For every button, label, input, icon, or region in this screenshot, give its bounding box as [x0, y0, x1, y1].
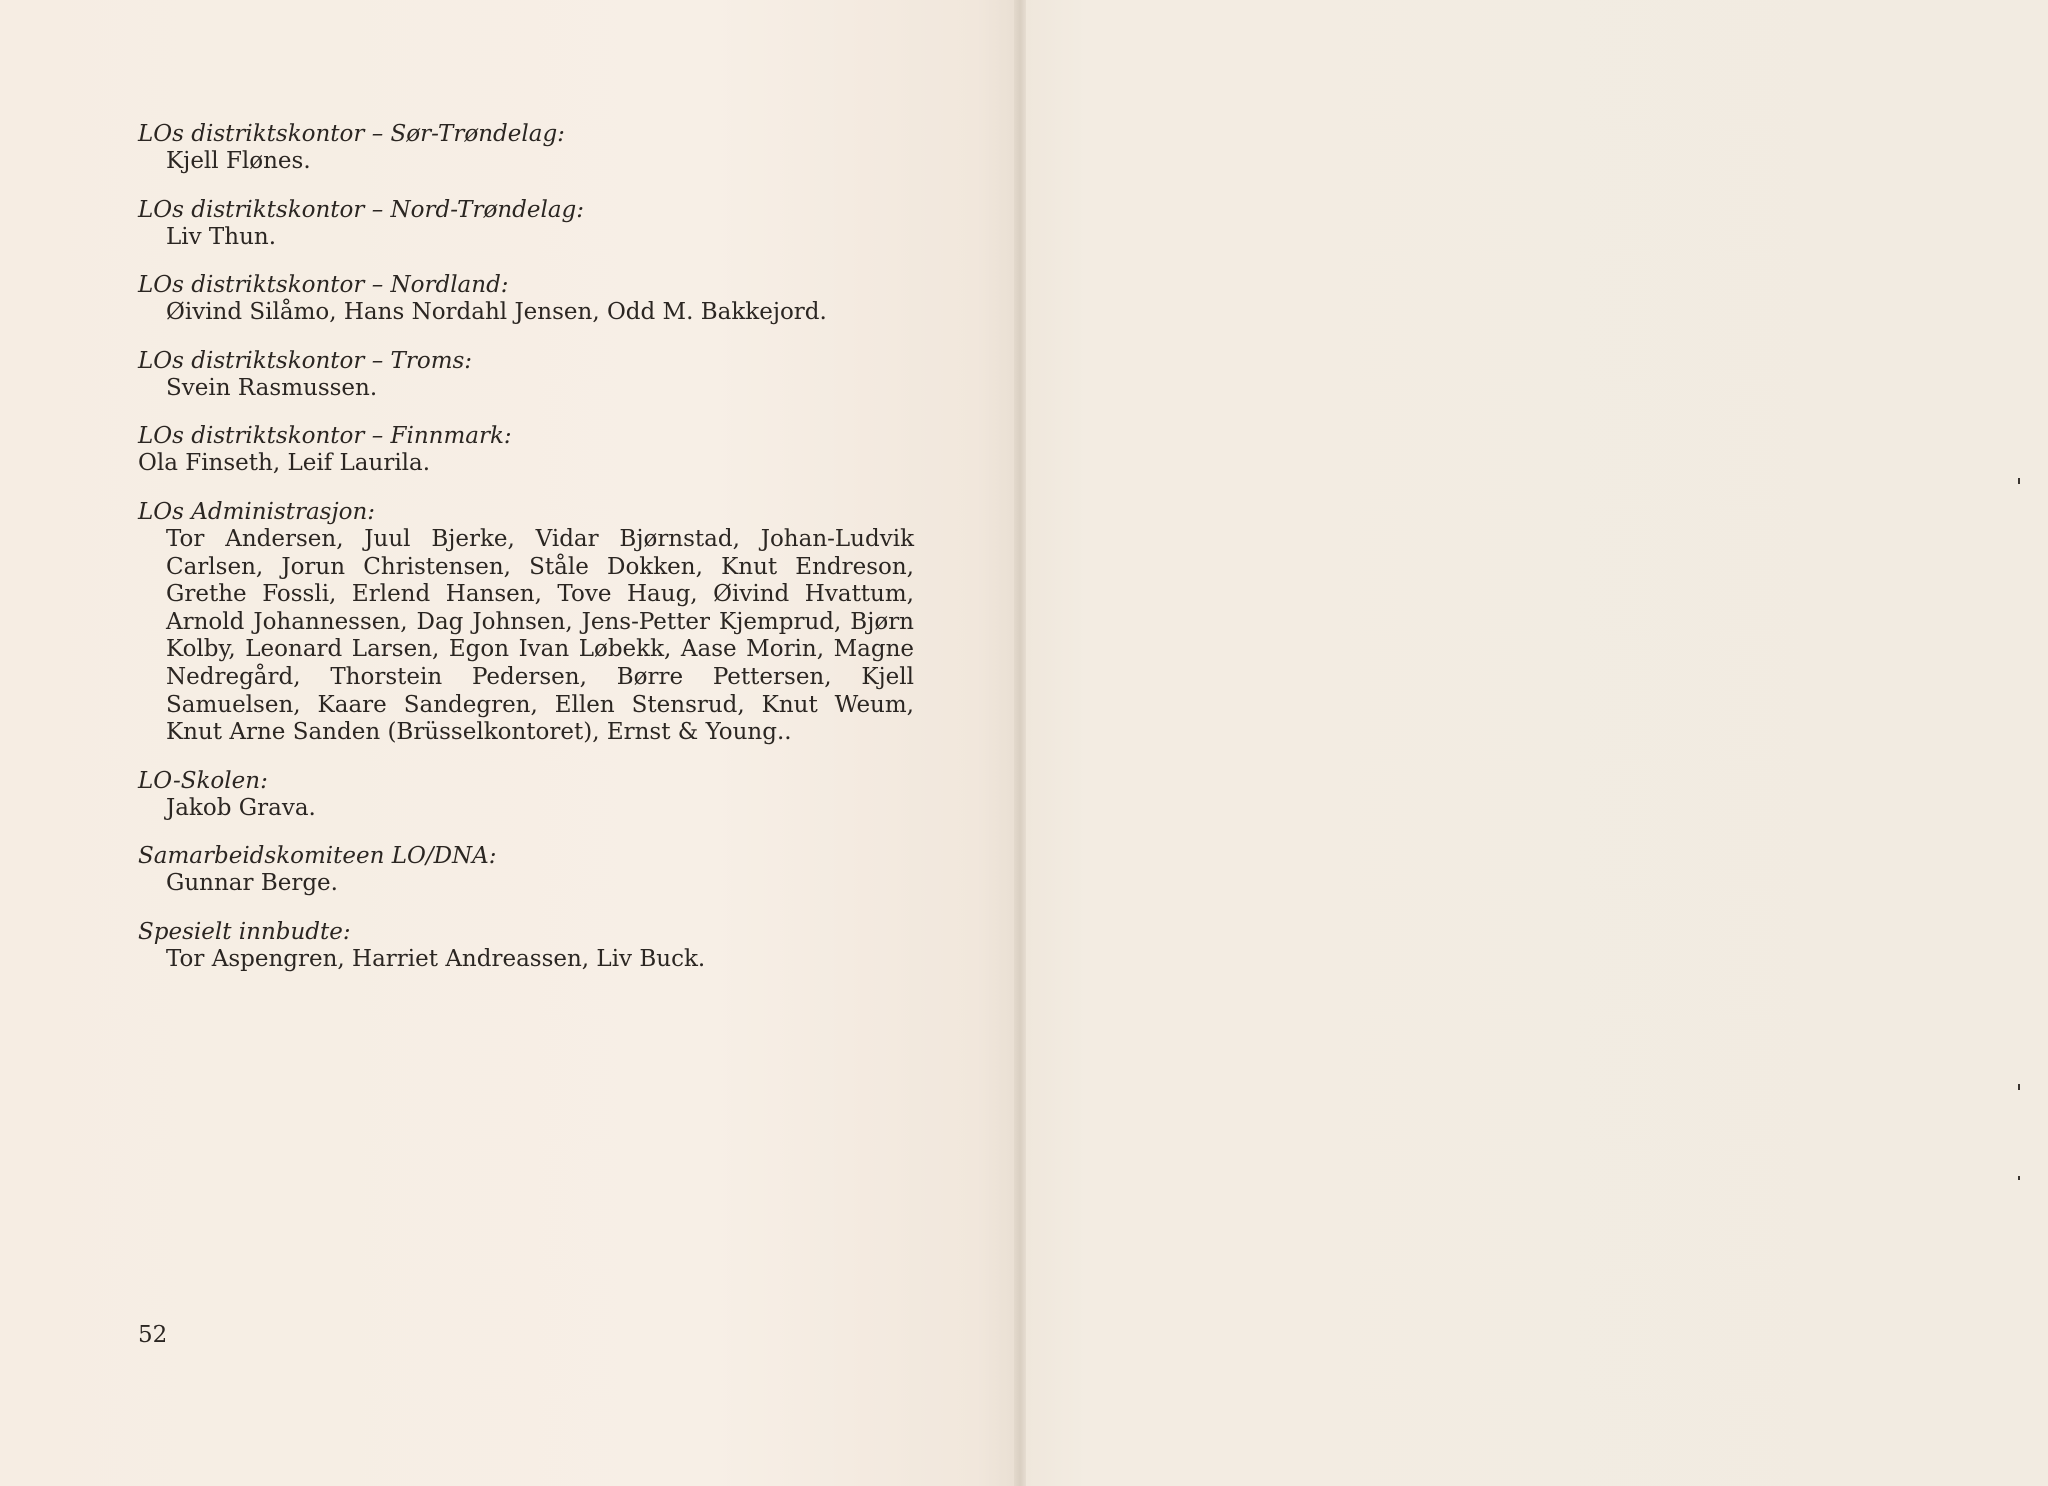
left-page [0, 0, 1018, 1486]
section-troms [138, 347, 914, 403]
section-names: Ola Finseth, Leif Laurila. [138, 450, 431, 477]
section-names: Jakob Grava. [166, 794, 316, 821]
section-names: Øivind Silåmo, Hans Nordahl Jensen, Odd M. Bakkejord. [166, 299, 827, 326]
section-heading: LOs distriktskontor – Nord-Trøndelag: [138, 196, 585, 223]
section-names: Tor Andersen, Juul Bjerke, Vidar Bjørnstad, Johan-Ludvik Carlsen, Jorun Christensen, Ståle Dokken, Knut Endreson, Grethe Fossli, Erlend Hansen, Tove Haug, Øivind Hvattum, Arnold Johannessen, Dag Johnsen, Jens-Petter Kjemprud, Bjørn Kolby, Leonard Larsen, Egon Ivan Løbekk, Aase Morin, Magne Nedregård, Thorstein Pedersen, Børre Pettersen, Kjell Samuelsen, Kaare Sandegren, Ellen Stensrud, Knut Weum, Knut Arne Sanden (Brüsselkontoret), Ernst & Young.. [166, 525, 914, 746]
section-heading: LOs distriktskontor – Troms: [138, 347, 473, 374]
section-samarbeidskomiteen [138, 842, 914, 898]
section-administrasjon [138, 498, 914, 747]
section-heading: Samarbeidskomiteen LO/DNA: [138, 843, 497, 870]
edge-mark [2018, 1084, 2020, 1090]
section-names: Kjell Flønes. [166, 148, 311, 174]
right-page [1026, 0, 2048, 1486]
section-finnmark [138, 422, 914, 478]
section-names: Tor Aspengren, Harriet Andreassen, Liv Buck. [166, 945, 706, 972]
section-heading: Spesielt innbudte: [138, 918, 351, 945]
section-sor-trondelag [138, 120, 914, 176]
section-heading: LOs Administrasjon: [138, 498, 376, 525]
section-names: Liv Thun. [166, 223, 277, 250]
edge-mark [2018, 1176, 2020, 1180]
section-lo-skolen [138, 767, 914, 823]
section-nordland [138, 271, 914, 327]
section-heading: LOs distriktskontor – Sør-Trøndelag: [138, 121, 565, 147]
page-number: 52 [138, 1322, 168, 1348]
section-spesielt-innbudte [138, 918, 914, 974]
left-page-content [138, 120, 914, 994]
section-nord-trondelag [138, 196, 914, 252]
section-heading: LOs distriktskontor – Nordland: [138, 272, 509, 299]
section-names: Gunnar Berge. [166, 870, 338, 897]
section-heading: LO-Skolen: [138, 767, 268, 794]
section-names: Svein Rasmussen. [166, 374, 378, 401]
section-heading: LOs distriktskontor – Finnmark: [138, 423, 512, 450]
edge-mark [2018, 478, 2020, 484]
